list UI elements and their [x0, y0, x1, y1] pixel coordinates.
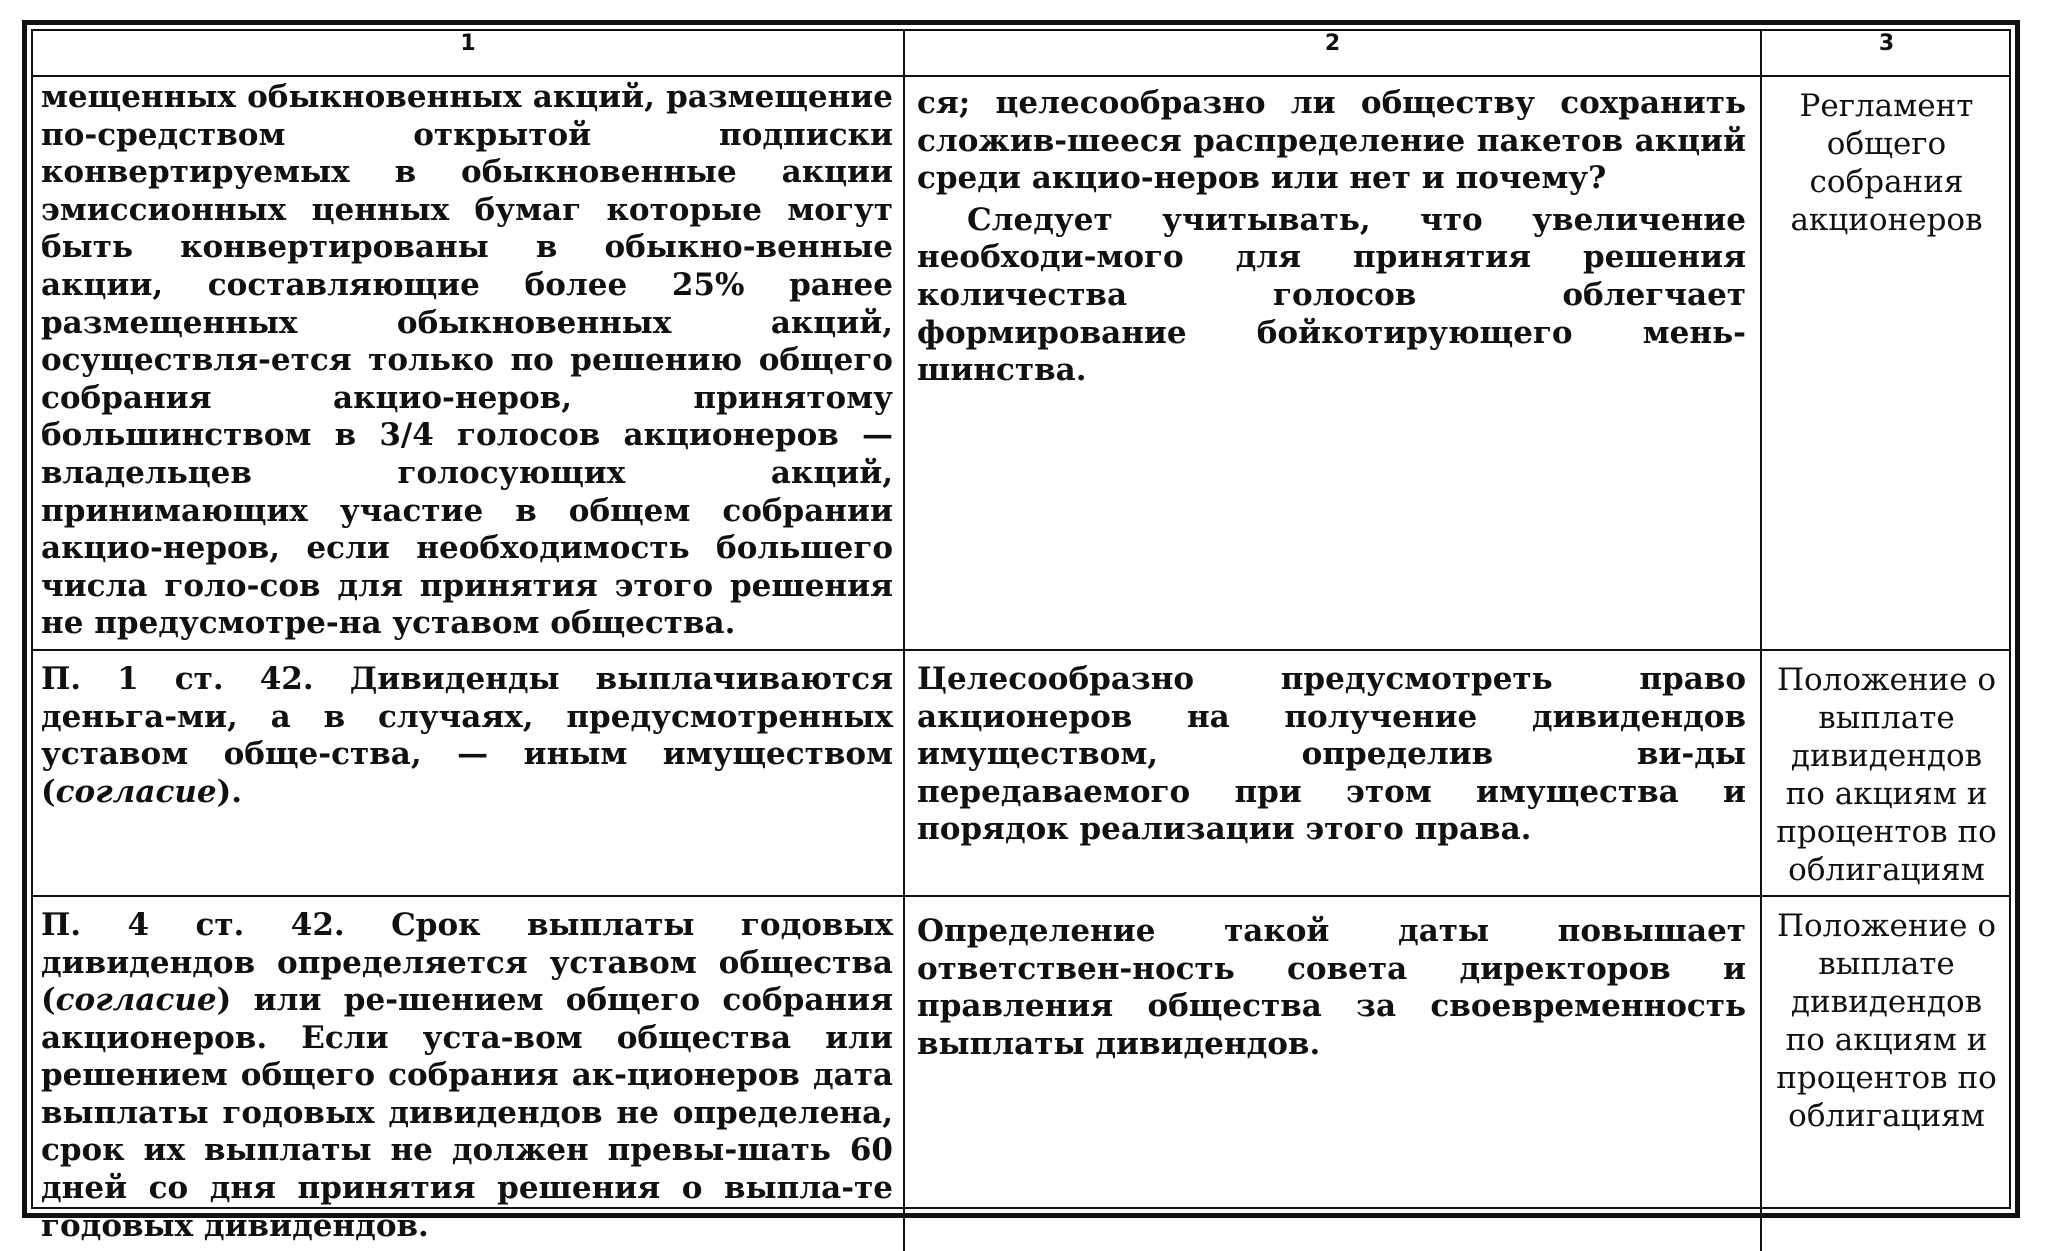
law-text-after: ).	[216, 773, 243, 810]
commentary-cell	[904, 76, 1761, 650]
column-number-2: 2	[904, 31, 1761, 76]
column-number-3: 3	[1761, 31, 2011, 76]
commentary-cell	[904, 896, 1761, 1251]
table-row	[33, 896, 2011, 1251]
law-text: Дивиденды выплачиваются деньга-ми, а в случаях, предусмотренных уставом обще-ства, — иным имуществом (	[41, 660, 893, 810]
law-text-cell	[33, 76, 904, 650]
commentary-paragraph: Целесообразно предусмотреть право акционеров на получение дивидендов имуществом, определив ви-ды передаваемого при этом имущества и порядок реализации этого права.	[917, 660, 1746, 848]
document-reference: Положение о выплате дивидендов по акциям и процентов по облигациям	[1776, 661, 1997, 888]
document-reference-cell	[1761, 650, 2011, 896]
article-reference: П. 1 ст. 42.	[41, 660, 314, 697]
law-text: Срок выплаты годовых дивидендов определяется уставом общества (	[41, 906, 894, 1019]
table-frame	[31, 29, 2011, 1244]
article-reference: П. 4 ст. 42.	[41, 906, 345, 943]
column-number-row	[33, 31, 2011, 76]
page-frame	[22, 20, 2020, 1244]
table-row	[33, 650, 2011, 896]
table-row	[33, 76, 2011, 650]
law-text-italic: согласие	[55, 773, 217, 810]
law-text-italic: согласие	[55, 982, 217, 1019]
column-number-1: 1	[33, 31, 904, 76]
law-text: мещенных обыкновенных акций, размещение по-средством открытой подписки конвертируемых в обыкновенные акции эмиссионных ценных бумаг которые могут быть конвертированы в обыкно-венные акции, составляющие более 25% ранее размещенных обыкновенных акций, осуществля-ется только по решению общего собрания акцио-неров, принятому большинством в 3/4 голосов акционеров — владельцев голосующих акций, принимающих участие в общем собрании акцио-неров, если необходимость большего числа голо-сов для принятия этого решения не предусмотре-на уставом общества.	[41, 79, 893, 642]
document-reference-cell	[1761, 896, 2011, 1251]
commentary-paragraph: Следует учитывать, что увеличение необходи-мого для принятия решения количества голосов облегчает формирование бойкотирующего мень-шинства.	[917, 201, 1746, 389]
commentary-paragraph: ся; целесообразно ли обществу сохранить сложив-шееся распределение пакетов акций среди акцио-неров или нет и почему?	[917, 85, 1746, 197]
law-text-after: ) или ре-шением общего собрания акционеров. Если уста-вом общества или решением общего собрания ак-ционеров дата выплаты годовых дивидендов не определена, срок их выплаты не должен превы-шать 60 дней со дня принятия решения о выпла-те годовых дивидендов.	[41, 982, 893, 1244]
commentary-paragraph: Определение такой даты повышает ответствен-ность совета директоров и правления общества за своевременность выплаты дивидендов.	[917, 912, 1746, 1062]
document-table	[33, 31, 2011, 1251]
document-reference-cell	[1761, 76, 2011, 650]
document-reference: Положение о выплате дивидендов по акциям и процентов по облигациям	[1776, 907, 1997, 1134]
commentary-cell	[904, 650, 1761, 896]
law-text-cell	[33, 896, 904, 1251]
document-reference: Регламент общего собрания акционеров	[1790, 88, 1983, 238]
law-text-cell	[33, 650, 904, 896]
